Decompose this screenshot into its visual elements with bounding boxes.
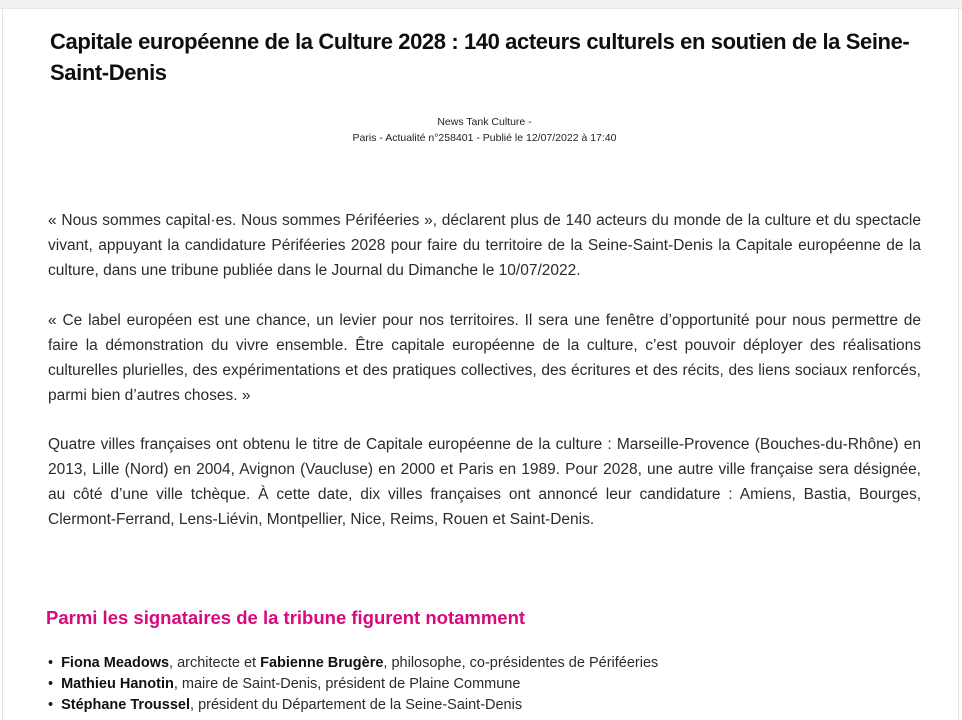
source-line-1: News Tank Culture - xyxy=(437,116,532,128)
bullet-icon: • xyxy=(48,676,54,692)
list-item xyxy=(48,674,928,695)
article-title: Capitale européenne de la Culture 2028 : 140 acteurs culturels en soutien de la Seine-Saint-Denis xyxy=(50,29,910,85)
signatories-list xyxy=(48,653,928,716)
list-item xyxy=(48,653,928,674)
page-left-border xyxy=(2,0,3,720)
bullet-icon: • xyxy=(48,655,54,671)
signatory-role: , maire de Saint-Denis, président de Plaine Commune xyxy=(173,676,521,692)
signatory-name: Mathieu Hanotin xyxy=(61,676,174,692)
source-line-2: Paris - Actualité n°258401 - Publié le 12/07/2022 à 17:40 xyxy=(352,132,617,144)
signatories-heading: Parmi les signataires de la tribune figurent notamment xyxy=(46,607,526,628)
article-paragraph-2: « Ce label européen est une chance, un levier pour nos territoires. Il sera une fenêtre d’opportunité pour nous permettre de faire la démonstration du vivre ensemble. Être capitale européenne de la culture, c’est pouvoir déployer des réalisations culturelles plurielles, des expérimentations et des pratiques collectives, des écritures et des récits, des liens sociaux renforcés, parmi bien d’autres choses. » xyxy=(48,312,921,404)
article-source xyxy=(48,114,921,146)
signatory-name: Fabienne Brugère xyxy=(260,655,384,671)
page-right-border xyxy=(958,0,959,720)
signatory-name: Stéphane Troussel xyxy=(61,697,191,713)
list-item xyxy=(48,695,928,716)
signatory-role: , philosophe, co-présidentes de Périféeries xyxy=(383,655,659,671)
bullet-icon: • xyxy=(48,697,54,713)
article-paragraph-3: Quatre villes françaises ont obtenu le titre de Capitale européenne de la culture : Marseille-Provence (Bouches-du-Rhône) en 2013, Lille (Nord) en 2004, Avignon (Vaucluse) en 2000 et Paris en 1989. Pour 2028, une autre ville française sera désignée, au côté d’une ville tchèque. À cette date, dix villes françaises ont annoncé leur candidature : Amiens, Bastia, Bourges, Clermont-Ferrand, Lens-Liévin, Montpellier, Nice, Reims, Rouen et Saint-Denis. xyxy=(48,436,921,528)
article-paragraph-1: « Nous sommes capital·es. Nous sommes Périféeries », déclarent plus de 140 acteurs du monde de la culture et du spectacle vivant, appuyant la candidature Périféeries 2028 pour faire du territoire de la Seine-Saint-Denis la Capitale européenne de la culture, dans une tribune publiée dans le Journal du Dimanche le 10/07/2022. xyxy=(48,212,921,279)
page-top-edge xyxy=(0,0,962,9)
signatory-role: , architecte et xyxy=(169,655,261,671)
signatory-name: Fiona Meadows xyxy=(61,655,170,671)
signatory-role: , président du Département de la Seine-Saint-Denis xyxy=(190,697,523,713)
